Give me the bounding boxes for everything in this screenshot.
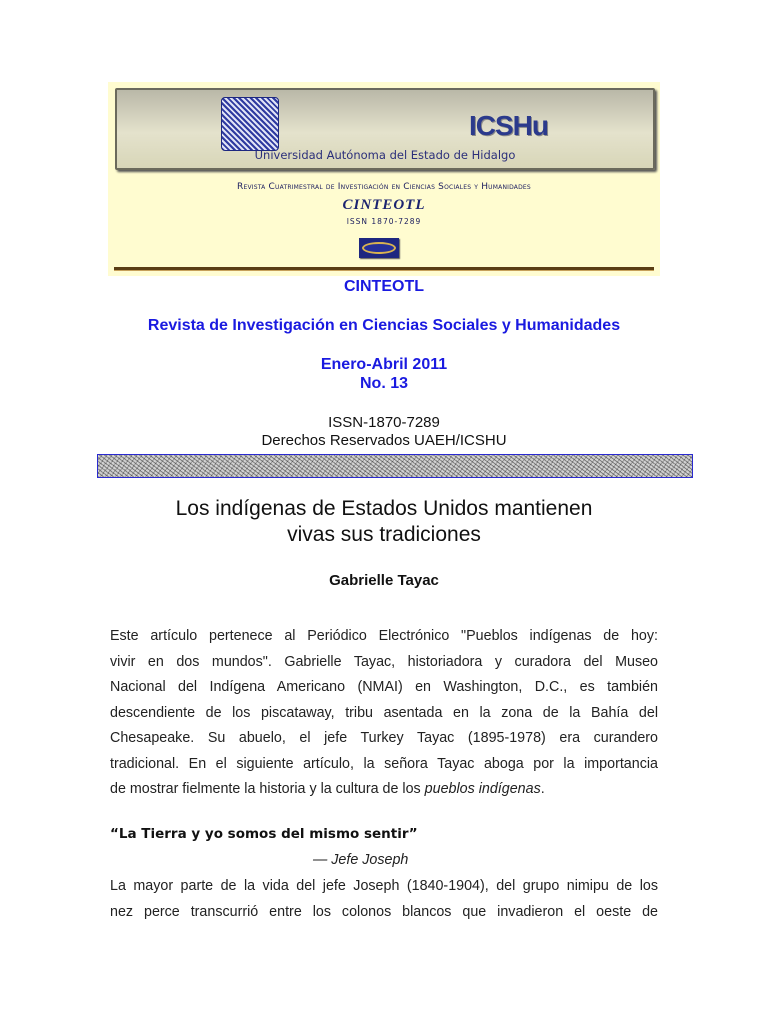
intro-last-italic: pueblos indígenas <box>424 781 541 797</box>
journal-logo: CINTEOTL <box>342 197 426 213</box>
journal-banner <box>108 82 660 276</box>
journal-name: CINTEOTL <box>344 278 424 295</box>
icshu-logo: ICSHu <box>469 110 548 141</box>
issn: ISSN-1870-7289 <box>328 414 440 431</box>
epigraph-attribution: — Jefe Joseph <box>313 852 409 868</box>
issue-period: Enero-Abril 2011 <box>320 356 448 373</box>
article-title-line-1: Los indígenas de Estados Unidos mantienen <box>175 497 593 520</box>
article-author: Gabrielle Tayac <box>329 572 439 589</box>
body-line: nez perce transcurrió entre los colonos blancos que invadieron el oeste de <box>110 903 658 920</box>
banner-divider <box>114 267 654 270</box>
intro-last-suffix: . <box>540 781 545 797</box>
body-paragraph <box>110 874 658 925</box>
intro-line: tradicional. En el siguiente artículo, la señora Tayac aboga por la importancia <box>110 755 658 772</box>
banner-issn: ISSN 1870-7289 <box>346 217 422 226</box>
article-title-line-2: vivas sus tradiciones <box>287 523 481 546</box>
article-title <box>0 496 768 548</box>
oval-ring-icon <box>362 242 396 254</box>
issue-number: No. 13 <box>359 375 408 392</box>
intro-line: Nacional del Indígena Americano (NMAI) en Washington, D.C., es también <box>110 679 658 695</box>
university-name: Universidad Autónoma del Estado de Hidalgo <box>254 148 516 162</box>
intro-paragraph <box>110 624 658 803</box>
intro-line: descendiente de los piscataway, tribu asentada en la zona de la Bahía del <box>110 704 658 721</box>
intro-last-text: de mostrar fielmente la historia y la cultura de los <box>110 781 425 797</box>
university-panel <box>115 88 655 170</box>
journal-full-title: Revista de Investigación en Ciencias Sociales y Humanidades <box>147 317 621 334</box>
rights-notice: Derechos Reservados UAEH/ICSHU <box>261 432 507 449</box>
intro-line-last <box>110 777 658 803</box>
university-crest-icon <box>221 97 279 151</box>
journal-subtitle: Revista Cuatrimestral de Investigación en Ciencias Sociales y Humanidades <box>237 182 531 192</box>
body-line: La mayor parte de la vida del jefe Joseph (1840-1904), del grupo nimipu de los <box>110 878 658 894</box>
epigraph-quote: “La Tierra y yo somos del mismo sentir” <box>110 826 418 842</box>
oval-badge-icon <box>359 238 399 258</box>
decorative-divider <box>97 454 693 478</box>
intro-line: Chesapeake. Su abuelo, el jefe Turkey Tayac (1895-1978) era curandero <box>110 730 658 746</box>
intro-line: vivir en dos mundos". Gabrielle Tayac, historiadora y curadora del Museo <box>110 653 658 670</box>
intro-line: Este artículo pertenece al Periódico Electrónico "Pueblos indígenas de hoy: <box>110 628 658 644</box>
